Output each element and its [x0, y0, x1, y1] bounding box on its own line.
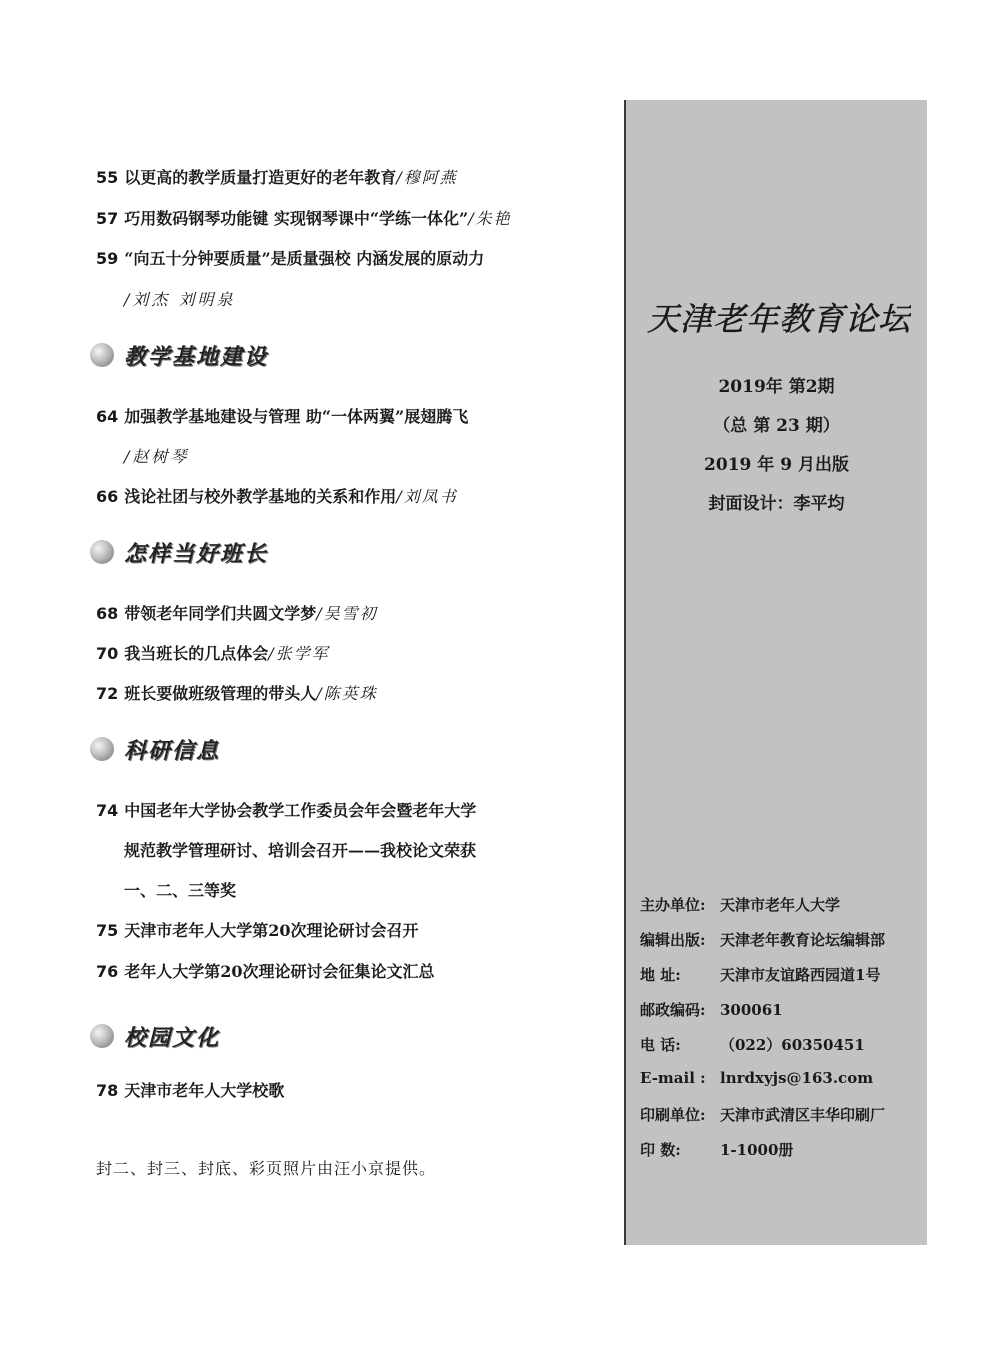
article-title: 以更高的教学质量打造更好的老年教育	[124, 168, 397, 187]
article-author: /朱艳	[468, 209, 512, 228]
toc-entry-66[interactable]	[96, 484, 458, 507]
info-label: 地 址:	[640, 966, 681, 984]
article-title: 班长要做班级管理的带头人	[124, 684, 317, 703]
page-number: 70	[96, 644, 119, 663]
section-title: 校园文化	[124, 1025, 221, 1051]
article-author: /刘凤书	[396, 487, 458, 506]
info-value: lnrdxyjs@163.com	[720, 1069, 874, 1087]
toc-entry-70[interactable]	[96, 641, 330, 664]
issue-line: 2019年 第2期	[718, 377, 835, 397]
toc-entry-64[interactable]	[96, 404, 468, 427]
article-author: /张学军	[268, 644, 330, 663]
section-bullet-icon	[90, 343, 114, 367]
toc-entry-59[interactable]	[96, 246, 484, 269]
info-value: 300061	[720, 1001, 783, 1019]
svg-text:天津老年教育论坛: 天津老年教育论坛	[647, 300, 911, 338]
section-title: 教学基地建设	[124, 344, 269, 370]
article-title: 加强教学基地建设与管理 助“一体两翼”展翅腾飞	[124, 407, 469, 426]
issue-line: （总 第 23 期）	[713, 416, 840, 436]
article-title: 天津市老年人大学校歌	[124, 1081, 285, 1100]
photo-credit: 封二、封三、封底、彩页照片由汪小京提供。	[96, 1159, 437, 1178]
info-value: 天津市武清区丰华印刷厂	[720, 1106, 886, 1124]
cover-design: 封面设计：李平均	[708, 494, 845, 514]
article-author: /陈英珠	[316, 684, 378, 703]
article-title-continuation: 规范教学管理研讨、培训会召开——我校论文荣获	[124, 841, 477, 860]
page-number: 75	[96, 921, 119, 940]
info-row-editor	[640, 929, 885, 950]
article-title: 带领老年同学们共圆文学梦	[124, 604, 317, 623]
page-number: 72	[96, 684, 119, 703]
page-number: 78	[96, 1081, 119, 1100]
info-label: 邮政编码:	[640, 1001, 706, 1019]
page-number: 59	[96, 249, 119, 268]
issue-line: 2019 年 9 月出版	[704, 455, 849, 475]
article-title: 天津市老年人大学第20次理论研讨会召开	[124, 921, 419, 940]
info-label: 电 话:	[640, 1036, 681, 1054]
section-title: 科研信息	[124, 738, 221, 764]
article-title: 巧用数码钢琴功能键 实现钢琴课中“学练一体化”	[124, 209, 469, 228]
toc-entry-72[interactable]	[96, 681, 378, 704]
page-number: 57	[96, 209, 119, 228]
article-author: /穆阿燕	[396, 168, 458, 187]
page-number: 74	[96, 801, 119, 820]
article-title: 老年人大学第20次理论研讨会征集论文汇总	[124, 962, 435, 981]
info-row-print-count	[640, 1139, 793, 1160]
page-number: 68	[96, 604, 119, 623]
toc-entry-78[interactable]	[96, 1078, 284, 1101]
page-number: 76	[96, 962, 119, 981]
info-row-printer	[640, 1104, 885, 1125]
article-title-continuation: 一、二、三等奖	[124, 881, 237, 900]
masthead-panel	[624, 100, 927, 1245]
article-title: “向五十分钟要质量”是质量强校 内涵发展的原动力	[124, 249, 485, 268]
section-title: 怎样当好班长	[124, 541, 269, 567]
info-row-phone	[640, 1034, 865, 1055]
info-value: 天津市友谊路西园道1号	[720, 966, 881, 984]
toc-entry-75[interactable]	[96, 918, 419, 941]
section-header	[90, 537, 268, 567]
toc-entry-57[interactable]	[96, 206, 512, 229]
article-title: 我当班长的几点体会	[124, 644, 269, 663]
section-header	[90, 1021, 220, 1051]
section-bullet-icon	[90, 737, 114, 761]
calligraphy-title-logo	[641, 292, 911, 342]
info-value: 天津市老年人大学	[720, 896, 841, 914]
page-number: 66	[96, 487, 119, 506]
section-bullet-icon	[90, 540, 114, 564]
info-row-email	[640, 1069, 873, 1087]
info-label: E-mail :	[640, 1069, 706, 1087]
article-title: 浅论社团与校外教学基地的关系和作用	[124, 487, 397, 506]
info-label: 印刷单位:	[640, 1106, 706, 1124]
section-header	[90, 734, 220, 764]
page-number: 55	[96, 168, 119, 187]
info-label: 印 数:	[640, 1141, 681, 1159]
info-value: （022）60350451	[720, 1036, 865, 1054]
article-author: /刘杰 刘明泉	[124, 290, 236, 309]
info-row-postcode	[640, 999, 783, 1020]
toc-entry-68[interactable]	[96, 601, 378, 624]
toc-entry-76[interactable]	[96, 959, 435, 982]
article-author: /吴雪初	[316, 604, 378, 623]
info-value: 1-1000册	[720, 1141, 794, 1159]
article-title: 中国老年大学协会教学工作委员会年会暨老年大学	[124, 801, 477, 820]
article-author: /赵树琴	[124, 447, 190, 466]
info-value: 天津老年教育论坛编辑部	[720, 931, 886, 949]
section-header	[90, 340, 268, 370]
info-label: 编辑出版:	[640, 931, 706, 949]
section-bullet-icon	[90, 1024, 114, 1048]
toc-entry-55[interactable]	[96, 165, 458, 188]
page-number: 64	[96, 407, 119, 426]
info-label: 主办单位:	[640, 896, 706, 914]
toc-entry-74[interactable]	[96, 798, 476, 821]
info-row-sponsor	[640, 894, 840, 915]
info-row-address	[640, 964, 880, 985]
